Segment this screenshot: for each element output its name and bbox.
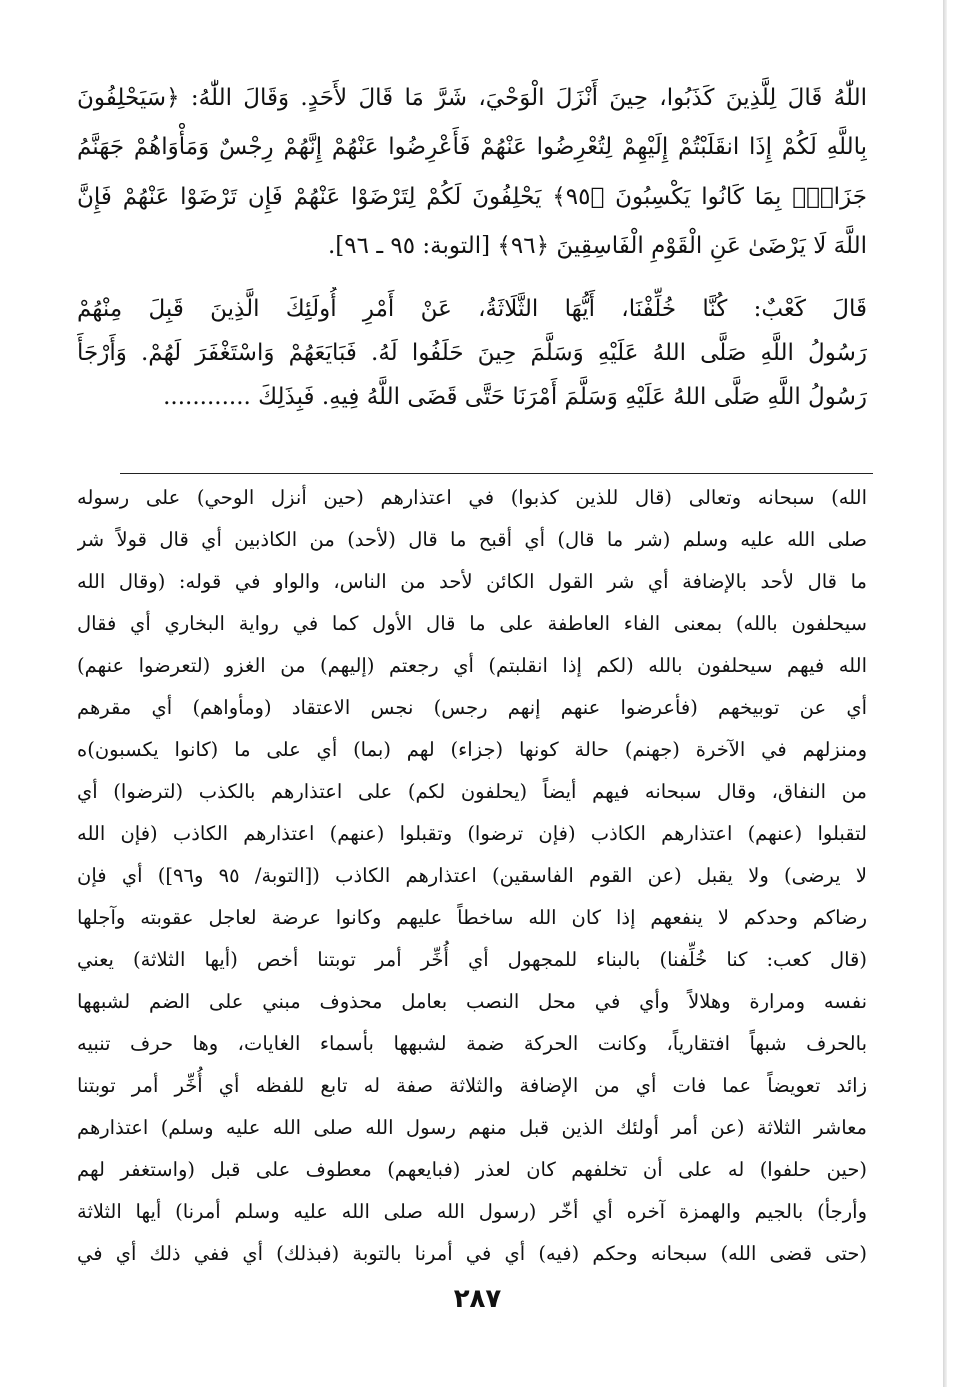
commentary-line: (قال كعب: كنا خُلِّفنا) بالبناء للمجهول أي أُخِّر أمر توبتنا أخص (أيها الثلاثة) يعني bbox=[77, 948, 867, 971]
commentary-line: سيحلفون بالله) بمعنى الفاء العاطفة على ما قال الأول كما في رواية البخاري أي فقال bbox=[77, 612, 867, 635]
commentary bbox=[77, 477, 867, 1275]
commentary-line: (حتى قضى الله) سبحانه وحكم (فيه) أي في أمرنا بالتوبة (فبذلك) أي ففي ذلك أي في bbox=[77, 1242, 867, 1265]
commentary-line: أي عن توبيخهم (فأعرضوا عنهم إنهم رجس) نجس الاعتقاد (ومأواهم) أي مقرهم bbox=[77, 696, 867, 719]
hadith-line: قَالَ كَعْبٌ: كُنَّا خُلِّفْنَا، أَيُّهَا الثَّلَاثَةُ، عَنْ أَمْرِ أُولَئِكَ الَّذِينَ قَبِلَ مِنْهُمْ bbox=[77, 296, 867, 322]
quran-line: جَزَاءًۢ بِمَا كَانُوا يَكْسِبُونَ ﴿٩٥﴾ يَحْلِفُونَ لَكُمْ لِتَرْضَوْا عَنْهُمْ فَإِن تَرْضَوْا عَنْهُمْ فَإِنَّ bbox=[77, 183, 867, 210]
commentary-line: ومنزلهم في الآخرة (جهنم) حالة كونها (جزاء) لهم (بما) أي على ما (كانوا يكسبون)ه bbox=[77, 738, 867, 761]
commentary-line: صلى الله عليه وسلم (شر ما قال) أي أقبح ما قال (لأحد) من الكاذبين أي قال قولاً شر bbox=[77, 528, 867, 551]
commentary-line: لتقبلوا (عنهم) اعتذارهم الكاذب (فإن ترضوا) وتقبلوا (عنهم) اعتذارهم الكاذب (فإن الله bbox=[77, 822, 867, 845]
commentary-line: الله فيهم سيحلفون بالله (لكم إذا انقلبتم) أي رجعتم (إليهم) من الغزو (لتعرضوا عنهم) bbox=[77, 654, 867, 677]
commentary-line: من النفاق، وقال سبحانه فيهم أيضاً (يحلفون لكم) على اعتذارهم بالكذب (لترضوا) أي bbox=[77, 780, 867, 803]
commentary-line: بالحرف شبهاً افتقارياً، وكانت الحركة ضمة لشبهها بأسماء الغايات، وها حرف تنبيه bbox=[77, 1032, 867, 1055]
footnote-divider bbox=[120, 473, 873, 474]
hadith-passage bbox=[77, 287, 867, 419]
commentary-line: معاشر الثلاثة (عن أمر أولئك الذين قبل منهم رسول الله صلى الله عليه وسلم) اعتذارهم bbox=[77, 1116, 867, 1139]
commentary-line: رضاكم وحدكم لا ينفعهم إذا كان الله ساخطاً عليهم وكانوا عرضة لعاجل عقوبته وآجلها bbox=[77, 906, 867, 929]
page-number: ٢٨٧ bbox=[453, 1284, 502, 1314]
commentary-line: الله) سبحانه وتعالى (قال للذين كذبوا) في اعتذارهم (حين أنزل الوحي) على رسوله bbox=[77, 486, 867, 509]
hadith-line: رَسُولُ اللَّهِ صَلَّى اللهُ عَلَيْهِ وَسَلَّمَ حِينَ حَلَفُوا لَهُ. فَبَايَعَهُمْ وَاسْتَغْفَرَ لَهُمْ. وَأَرْجَأَ bbox=[77, 340, 867, 366]
commentary-line: زائد تعويضاً عما فات أي من الإضافة والثلاثة صفة له تابع للفظه أي أُخِّر أمر توبتنا bbox=[77, 1074, 867, 1097]
commentary-line: لا يرضى) ولا يقبل (عن القوم الفاسقين) اعتذارهم الكاذب ([التوبة/ ٩٥ و٩٦]) أي فإن bbox=[77, 864, 867, 887]
quran-line: اللّٰهُ قَالَ لِلَّذِينَ كَذَبُوا، حِينَ أَنْزَلَ الْوَحْيَ، شَرَّ مَا قَالَ لأَحَدٍ. وَقَالَ اللّٰهُ: ﴿سَيَحْلِفُونَ bbox=[77, 85, 867, 111]
quran-line: بِاللَّهِ لَكُمْ إِذَا انقَلَبْتُمْ إِلَيْهِمْ لِتُعْرِضُوا عَنْهُمْ فَأَعْرِضُوا عَنْهُمْ إِنَّهُمْ رِجْسٌ وَمَأْوَاهُمْ جَهَنَّمُ bbox=[77, 134, 867, 161]
commentary-line: نفسه ومرارة وهلالاً وأي في محل النصب بعامل محذوف مبني على الضم لشبهها bbox=[77, 990, 867, 1013]
commentary-line: وأرجأ) بالجيم والهمزة آخره أي أخّر (رسول الله صلى الله عليه وسلم أمرنا) أيها الثلاثة bbox=[77, 1200, 867, 1223]
commentary-line: (حين حلفوا) له على أن تخلفهم كان لعذر (فبايعهم) معطوف على قبل (واستغفر لهم bbox=[77, 1158, 867, 1181]
page-edge-shadow bbox=[943, 0, 947, 1387]
hadith-line: رَسُولُ اللَّهِ صَلَّى اللهُ عَلَيْهِ وَسَلَّمَ أَمْرَنَا حَتَّى قَضَى اللَّهُ فِيهِ. فَبِذَلِكَ ............ bbox=[163, 384, 867, 410]
quran-passage bbox=[77, 74, 867, 271]
quran-line: اللَّهَ لَا يَرْضَىٰ عَنِ الْقَوْمِ الْفَاسِقِينَ ﴿٩٦﴾ [التوبة: ٩٥ ـ ٩٦]. bbox=[328, 232, 867, 259]
commentary-line: ما قال لأحد بالإضافة أي شر القول الكائن لأحد من الناس، والواو في قوله: (وقال الله bbox=[77, 570, 867, 593]
